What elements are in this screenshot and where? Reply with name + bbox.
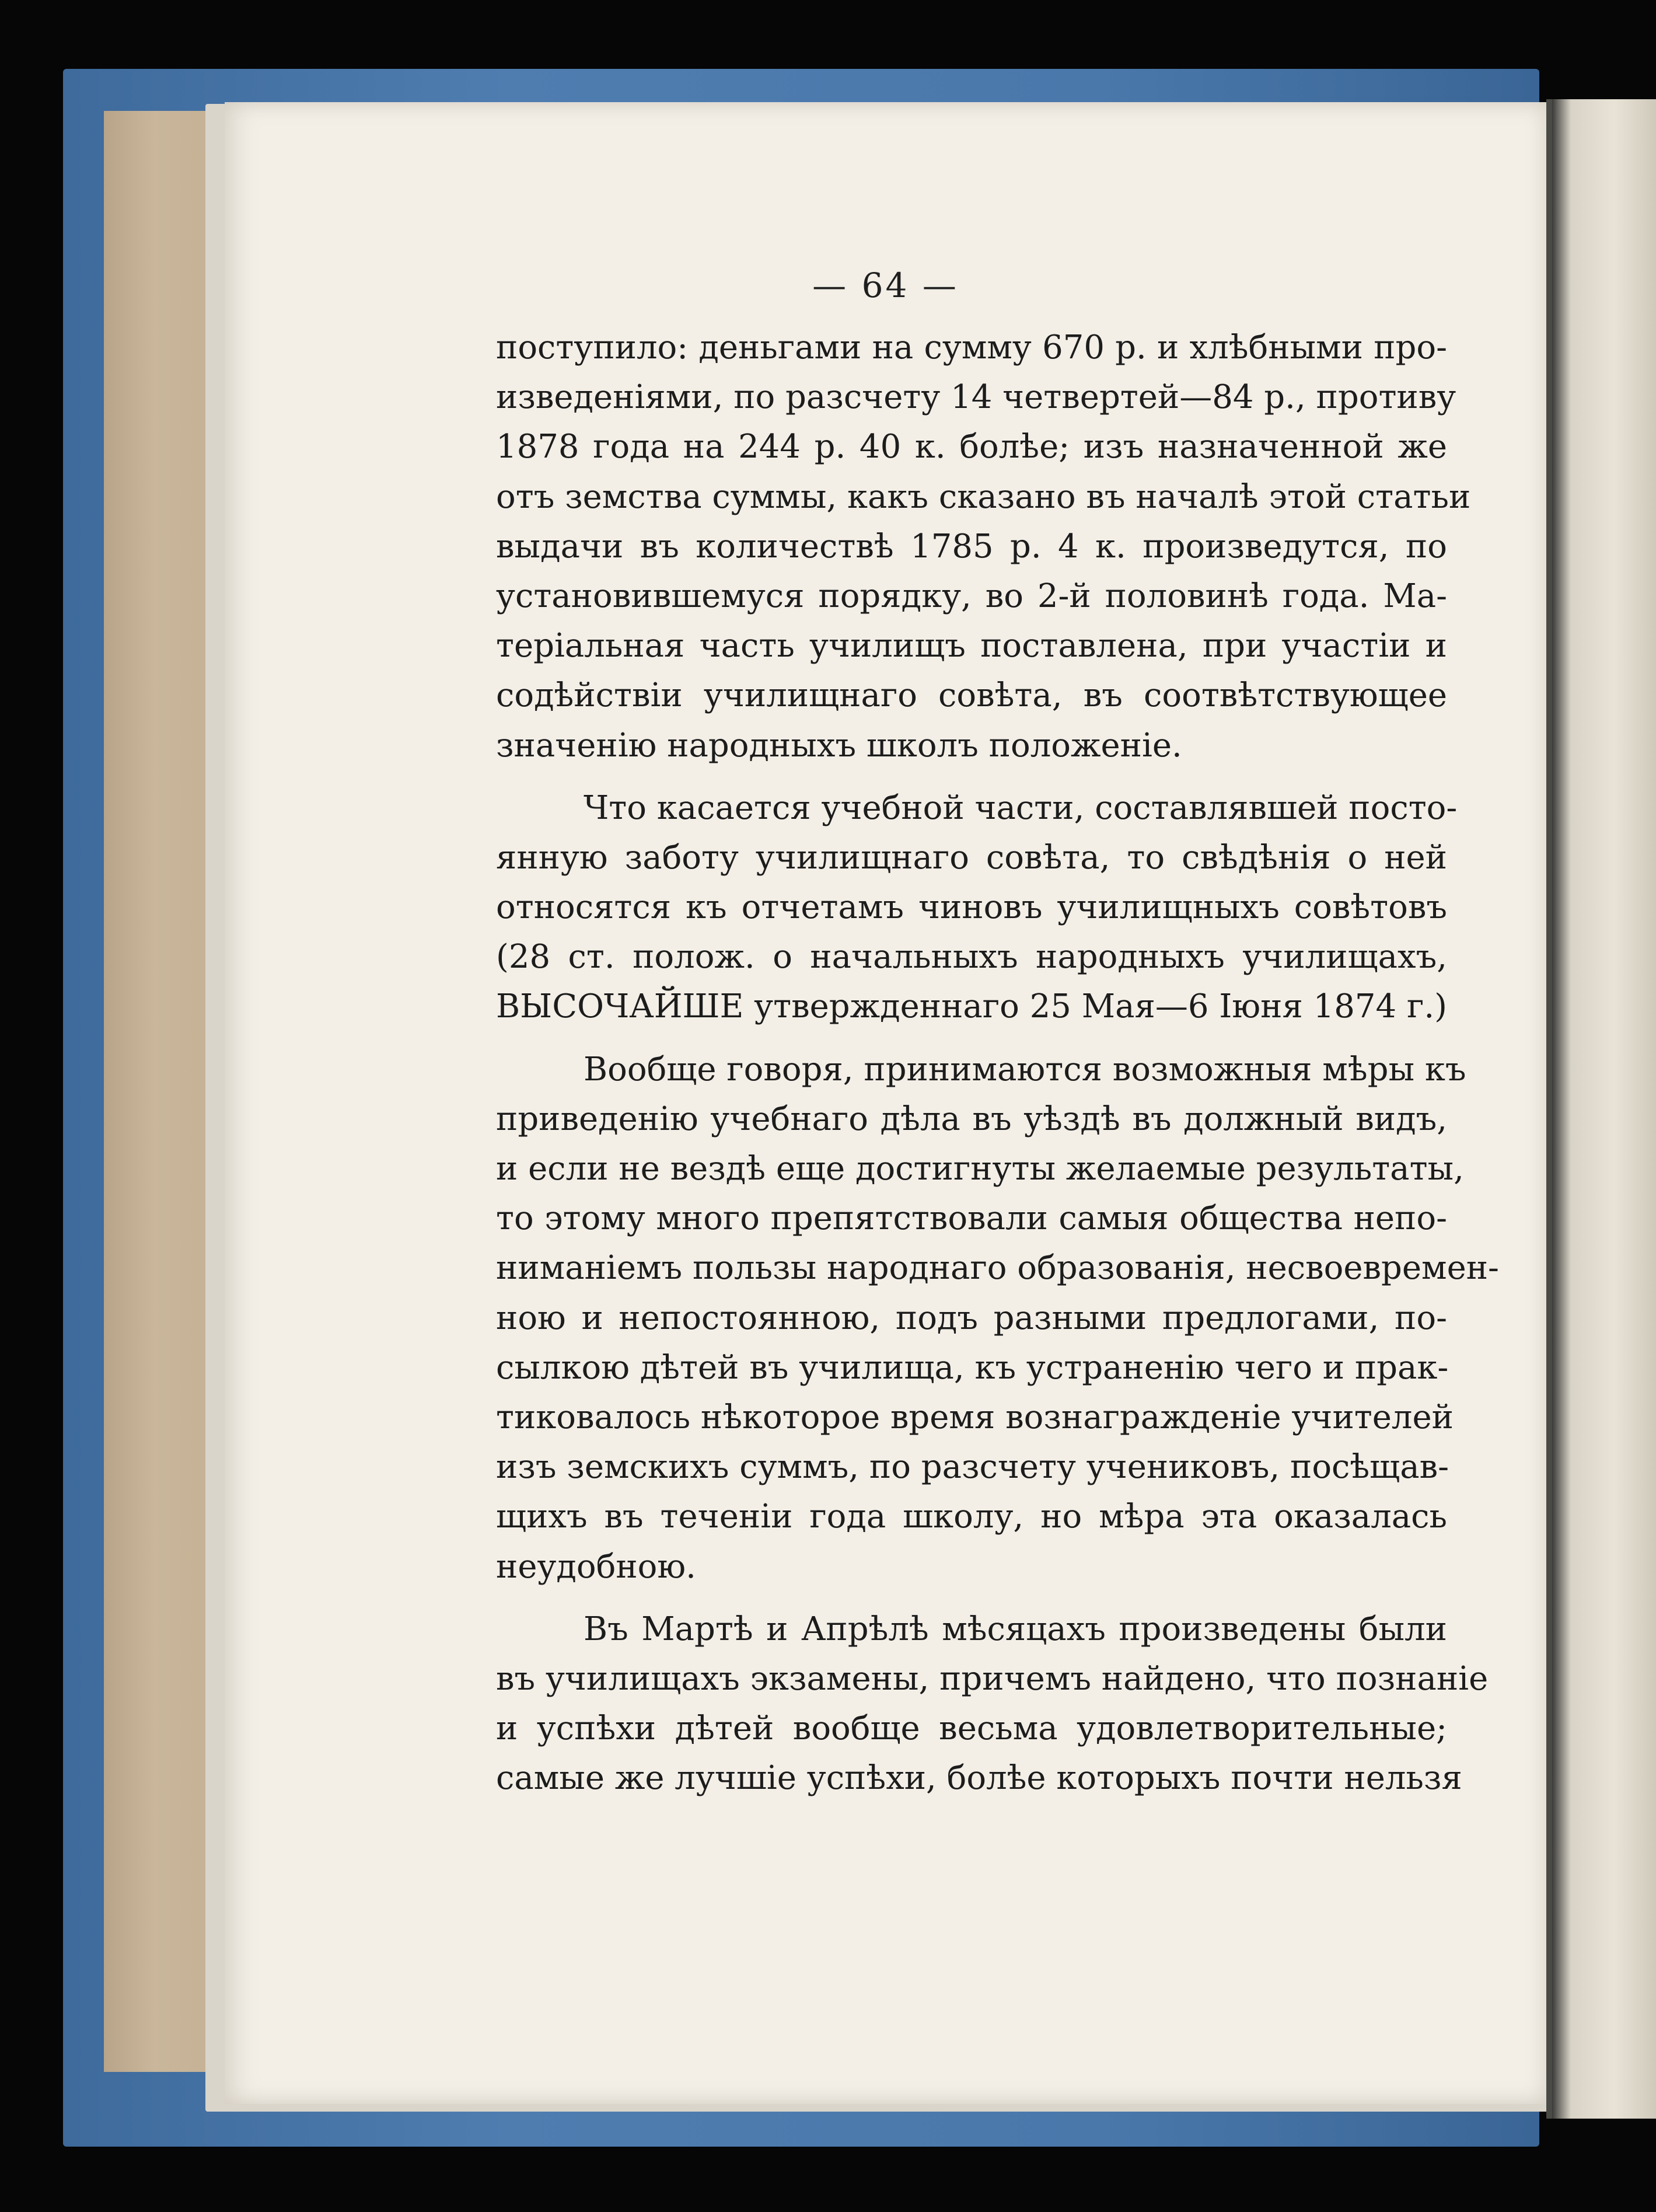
text-line: изъ земскихъ суммъ, по разсчету учениковъ, посѣщав- [496,1448,1449,1487]
text-line: ниманіемъ пользы народнаго образованія, несвоевремен- [496,1249,1499,1288]
text-line: выдачи въ количествѣ 1785 р. 4 к. произведутся, по [496,527,1447,566]
paragraph [496,1045,1499,1592]
text-line: относятся къ отчетамъ чиновъ училищныхъ совѣтовъ [496,888,1447,927]
facing-page-edge [1552,99,1656,2119]
text-line: сылкою дѣтей въ училища, къ устраненію чего и прак- [496,1348,1449,1387]
text-line: Что касается учебной части, составлявшей посто- [584,788,1458,827]
text-line: неудобною. [496,1547,696,1586]
paragraph [496,323,1471,770]
text-line: Вообще говоря, принимаются возможныя мѣры къ [584,1050,1466,1088]
text-line: приведенію учебнаго дѣла въ уѣздѣ въ должный видъ, [496,1100,1447,1138]
text-line: щихъ въ теченіи года школу, но мѣра эта оказалась [496,1498,1447,1536]
text-line: содѣйствіи училищнаго совѣта, въ соотвѣтствующее [496,676,1447,715]
text-line: и если не вездѣ еще достигнуты желаемые результаты, [496,1150,1464,1188]
text-line: и успѣхи дѣтей вообще весьма удовлетворительные; [496,1709,1447,1748]
text-line: 1878 года на 244 р. 40 к. болѣе; изъ назначенной же [496,428,1447,466]
text-block [496,323,1499,1803]
text-line: въ училищахъ экзамены, причемъ найдено, что познаніе [496,1659,1489,1698]
text-line: то этому много препятствовали самыя общества непо- [496,1199,1447,1238]
text-line: (28 ст. полож. о начальныхъ народныхъ училищахъ, [496,938,1447,976]
text-line: янную заботу училищнаго совѣта, то свѣдѣнія о ней [496,838,1447,877]
text-line: ВЫСОЧАЙШЕ утвержденнаго 25 Мая—6 Іюня 1874 г.) [496,988,1447,1026]
text-line: изведеніями, по разсчету 14 четвертей—84 р., противу [496,378,1456,417]
text-line: самые же лучшіе успѣхи, болѣе которыхъ почти нельзя [496,1759,1462,1798]
text-line: ною и непостоянною, подъ разными предлогами, по- [496,1299,1447,1337]
text-line: поступило: деньгами на сумму 670 р. и хлѣбными про- [496,329,1447,367]
paragraph [496,1604,1489,1803]
text-line: отъ земства суммы, какъ сказано въ началѣ этой статьи [496,477,1471,516]
text-line: Въ Мартѣ и Апрѣлѣ мѣсяцахъ произведены были [584,1610,1447,1648]
text-line: тиковалось нѣкоторое время вознагражденіе учителей [496,1398,1454,1436]
text-line: теріальная часть училищъ поставлена, при участіи и [496,627,1447,665]
paragraph [496,783,1458,1032]
text-line: значенію народныхъ школъ положеніе. [496,726,1182,765]
text-line: установившемуся порядку, во 2-й половинѣ года. Ма- [496,577,1447,615]
book-page [225,102,1546,2104]
page-number: — 64 — [812,266,959,305]
